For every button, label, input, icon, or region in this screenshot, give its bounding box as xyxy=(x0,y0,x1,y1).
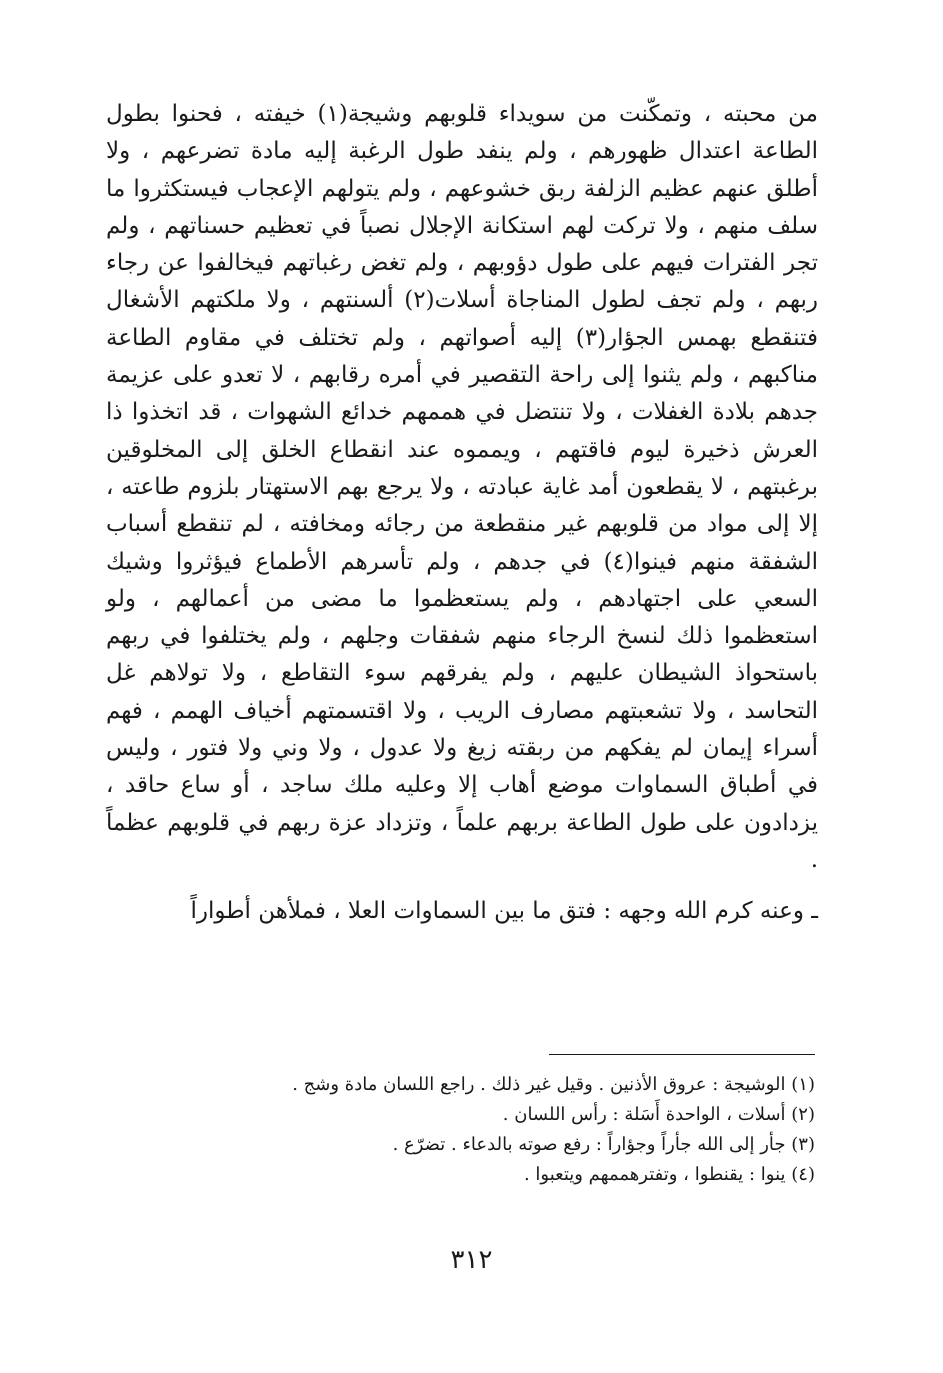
main-text-block xyxy=(106,96,818,931)
footnote-3: (٣) جأر إلى الله جأراً وجؤاراً : رفع صوته بالدعاء . تضرّع . xyxy=(392,1134,815,1155)
second-paragraph: ـ وعنه كرم الله وجهه : فتق ما بين السماوات العلا ، فملأهن أطواراً xyxy=(190,898,818,925)
main-paragraph: من محبته ، وتمكّنت من سويداء قلوبهم وشيجة(١) خيفته ، فحنوا بطول الطاعة اعتدال ظهورهم ، ولم ينفد طول الرغبة إليه مادة تضرعهم ، ولا أطلق عنهم عظيم الزلفة ربق خشوعهم ، ولم يتولهم الإعجاب فيستكثروا ما سلف منهم ، ولا تركت لهم استكانة الإجلال نصباً في تعظيم حسناتهم ، ولم تجر الفترات فيهم على طول دؤوبهم ، ولم تغض رغباتهم فيخالفوا عن رجاء ربهم ، ولم تجف لطول المناجاة أسلات(٢) ألسنتهم ، ولا ملكتهم الأشغال فتنقطع بهمس الجؤار(٣) إليه أصواتهم ، ولم تختلف في مقاوم الطاعة مناكبهم ، ولم يثنوا إلى راحة التقصير في أمره رقابهم ، لا تعدو على عزيمة جدهم بلادة الغفلات ، ولا تنتضل في هممهم خدائع الشهوات ، قد اتخذوا ذا العرش ذخيرة ليوم فاقتهم ، ويمموه عند انقطاع الخلق إلى المخلوقين برغبتهم ، لا يقطعون أمد غاية عبادته ، ولا يرجع بهم الاستهتار بلزوم طاعته ، إلا إلى مواد من قلوبهم غير منقطعة من رجائه ومخافته ، لم تنقطع أسباب الشفقة منهم فينوا(٤) في جدهم ، ولم تأسرهم الأطماع فيؤثروا وشيك السعي على اجتهادهم ، ولم يستعظموا ما مضى من أعمالهم ، ولو استعظموا ذلك لنسخ الرجاء منهم شفقات وجلهم ، ولم يختلفوا في ربهم باستحواذ الشيطان عليهم ، ولم يفرقهم سوء التقاطع ، ولا تولاهم غل التحاسد ، ولا تشعبتهم مصارف الريب ، ولا اقتسمتهم أخياف الهمم ، فهم أسراء إيمان لم يفكهم من ربقته زيغ ولا عدول ، ولا وني ولا فتور ، وليس في أطباق السماوات موضع أهاب إلا وعليه ملك ساجد ، أو ساع حاقد ، يزدادون على طول الطاعة بربهم علماً ، وتزداد عزة ربهم في قلوبهم عظماً . xyxy=(106,101,818,873)
footnote-1: (١) الوشيجة : عروق الأذنين . وقيل غير ذلك . راجع اللسان مادة وشج . xyxy=(292,1074,815,1095)
footnote-separator-line xyxy=(549,1054,815,1055)
page-number: ٣١٢ xyxy=(450,1245,493,1275)
footnote-2: (٢) أسلات ، الواحدة أَسَلة : رأس اللسان . xyxy=(502,1104,815,1125)
footnotes-block xyxy=(215,1070,815,1190)
footnote-4: (٤) ينوا : يقنطوا ، وتفترهممهم ويتعبوا . xyxy=(523,1164,815,1185)
